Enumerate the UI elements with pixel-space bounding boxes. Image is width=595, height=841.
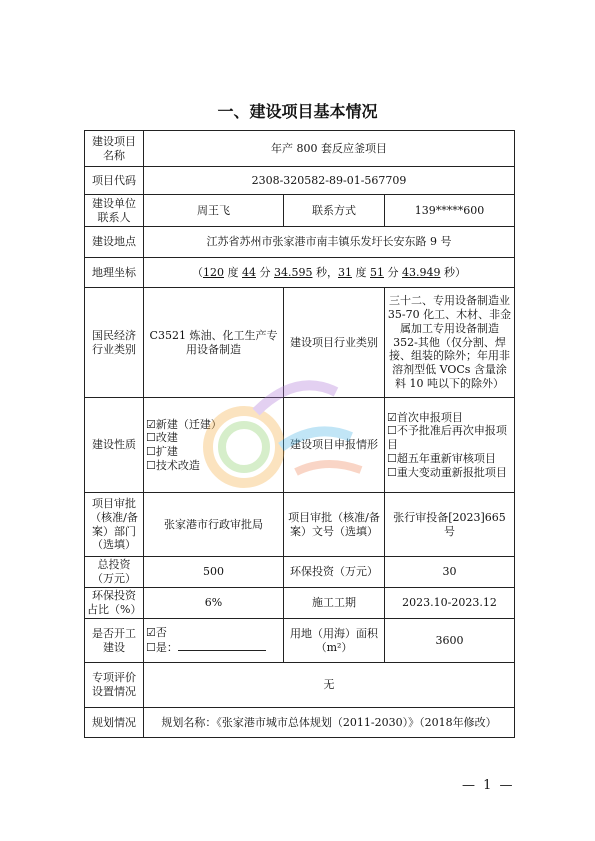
checkbox-option[interactable]: ☐不予批准后再次申报项目 [387, 424, 507, 452]
checkbox-option[interactable]: ☐扩建 [146, 445, 178, 458]
cell-label: 环保投资（万元） [284, 557, 385, 588]
cell-label: 建设项目名称 [85, 131, 144, 167]
cell-label: 地理坐标 [85, 258, 144, 288]
table-row [85, 195, 515, 227]
construction-nature-options [144, 398, 284, 493]
checkbox-option[interactable]: ☐技术改造 [146, 458, 200, 472]
table-row [85, 398, 515, 493]
checkbox-option[interactable]: ☑否 [146, 626, 167, 640]
cell-value: 139*****600 [385, 195, 515, 227]
cell-value: 年产 800 套反应釜项目 [144, 131, 515, 167]
table-row [85, 288, 515, 398]
checkbox-option[interactable]: ☐是： [146, 640, 281, 655]
table-row [85, 227, 515, 258]
cell-label: 联系方式 [284, 195, 385, 227]
cell-label: 建设性质 [85, 398, 144, 493]
cell-label: 项目审批（核准/备案）部门（选填） [85, 493, 144, 557]
cell-value: 2308-320582-89-01-567709 [144, 167, 515, 195]
table-row [85, 493, 515, 557]
construction-started-options [144, 619, 284, 663]
cell-value: 3600 [385, 619, 515, 663]
table-row [85, 167, 515, 195]
page-title: 一、建设项目基本情况 [217, 102, 378, 121]
cell-value: 规划名称：《张家港市城市总体规划（2011-2030）》（2018年修改） [144, 708, 515, 738]
cell-value: 江苏省苏州市张家港市南丰镇乐发圩长安东路 9 号 [144, 227, 515, 258]
cell-value: 三十二、专用设备制造业 35-70 化工、木材、非金属加工专用设备制造 352-其他（仅分割、焊接、组装的除外；年用非溶剂型低 VOCs 含量涂料 10 吨以下的除外） [385, 288, 515, 398]
cell-label: 用地（用海）面积（m²） [284, 619, 385, 663]
table-row [85, 131, 515, 167]
table-row [85, 588, 515, 619]
cell-label: 建设单位联系人 [85, 195, 144, 227]
table-row [85, 619, 515, 663]
cell-value: 500 [144, 557, 284, 588]
cell-label: 国民经济行业类别 [85, 288, 144, 398]
cell-label: 施工工期 [284, 588, 385, 619]
table-row [85, 708, 515, 738]
cell-value: 30 [385, 557, 515, 588]
cell-value: 周王飞 [144, 195, 284, 227]
checkbox-option[interactable]: ☑首次申报项目 [387, 410, 463, 424]
cell-label: 项目代码 [85, 167, 144, 195]
cell-label: 总投资（万元） [85, 557, 144, 588]
table-row [85, 258, 515, 288]
geo-coordinates: （120 度 44 分 34.595 秒，31 度 51 分 43.949 秒） [144, 258, 515, 288]
page-number: — 1 — [462, 778, 515, 793]
checkbox-option[interactable]: ☑新建（迁建） [146, 417, 222, 431]
cell-value: 2023.10-2023.12 [385, 588, 515, 619]
cell-value: 6% [144, 588, 284, 619]
cell-value: 张行审投备[2023]665 号 [385, 493, 515, 557]
cell-value: C3521 炼油、化工生产专用设备制造 [144, 288, 284, 398]
cell-label: 专项评价设置情况 [85, 663, 144, 708]
checkbox-option[interactable]: ☐重大变动重新报批项目 [387, 465, 507, 479]
cell-label: 规划情况 [85, 708, 144, 738]
cell-label: 建设地点 [85, 227, 144, 258]
fill-blank [178, 640, 266, 651]
cell-label: 项目审批（核准/备案）文号（选填） [284, 493, 385, 557]
checkbox-option[interactable]: ☐超五年重新审核项目 [387, 451, 496, 465]
cell-label: 是否开工建设 [85, 619, 144, 663]
cell-label: 环保投资占比（%） [85, 588, 144, 619]
checkbox-option[interactable]: ☐改建 [146, 431, 178, 445]
cell-label: 建设项目行业类别 [284, 288, 385, 398]
application-type-options [385, 398, 515, 493]
table-row [85, 557, 515, 588]
project-info-table [84, 130, 515, 738]
table-row [85, 663, 515, 708]
cell-value: 无 [144, 663, 515, 708]
cell-label: 建设项目申报情形 [284, 398, 385, 493]
cell-value: 张家港市行政审批局 [144, 493, 284, 557]
